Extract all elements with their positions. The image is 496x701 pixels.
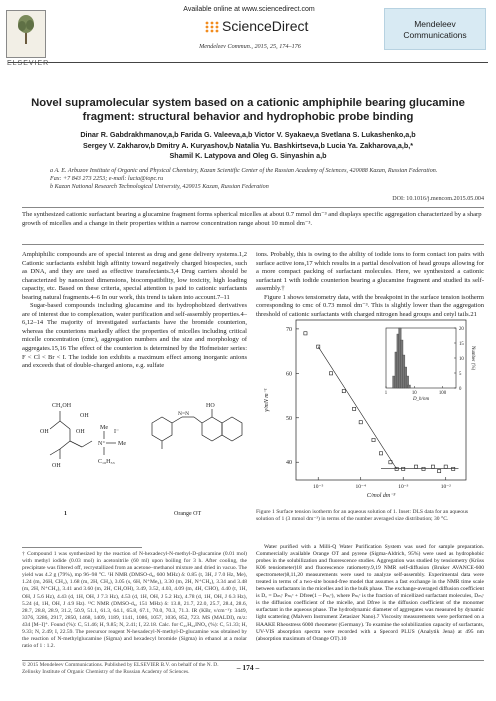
journal-title-line: Mendeleev [414, 19, 456, 29]
article-title: Novel supramolecular system based on a cationic amphiphile bearing glucamine fragment: structural behavior and hydrophobic probe binding [31, 97, 465, 123]
ch2oh-label: CH₂OH [52, 403, 72, 409]
data-point [359, 421, 362, 424]
x-tick-label: 10⁻⁴ [355, 484, 366, 490]
figure-1 [256, 310, 484, 510]
data-point [329, 372, 332, 375]
y-tick-label: 60 [286, 371, 292, 378]
abstract-top-rule [22, 207, 484, 208]
data-point [422, 467, 425, 470]
data-point [452, 467, 455, 470]
y-tick-label: 70 [286, 326, 292, 333]
data-point [379, 452, 382, 455]
inset-y-axis-label: Number (%) [470, 345, 475, 371]
journal-title-line: Communications [403, 30, 467, 40]
journal-reference: Mendeleev Commun., 2015, 25, 174–176 [199, 43, 301, 50]
sciencedirect-logo [204, 17, 314, 37]
iodide-label: I⁻ [114, 429, 120, 435]
affiliation-b: b Kazan National Research Technological University, 420015 Kazan, Russian Federation [50, 184, 269, 191]
methyl-label: Me [100, 425, 108, 431]
inset-y-tick-label: 15 [459, 341, 464, 347]
x-axis-label: C/mol dm⁻³ [366, 493, 396, 499]
footnote-rule [22, 547, 142, 548]
x-tick-label: 10⁻² [440, 484, 451, 490]
data-point [444, 465, 447, 468]
orange-ot-structure [152, 409, 242, 449]
azo-label: N=N [178, 411, 190, 417]
page-number: – 174 – [236, 663, 260, 672]
available-online-text: Available online at www.sciencedirect.com [183, 6, 315, 13]
chemical-structures [22, 393, 247, 533]
doi-link[interactable]: DOI: 10.1016/j.mencom.2015.05.004 [392, 196, 484, 202]
figure-caption: Figure 1 Surface tension isotherm for an aqueous solution of 1. Inset: DLS data for an aqueous solution of 1 (3 mmol dm⁻³) in terms of the number averaged size distribution; 30 °C. [256, 509, 469, 523]
orange-ot-label: Orange OT [174, 511, 202, 517]
inset-x-tick-label: 10 [411, 391, 417, 396]
inset-y-tick-label: 5 [459, 371, 462, 377]
body-paragraph: ions. Probably, this is owing to the ability of iodide ions to form contact ion pairs with surface active ions,17 which results in a partial desolvation of head groups allowing for a more compact packing of surfactant molecules. Here, we synthesized a cationic surfactant 1 with iodide counterion bearing a glucamine fragment and studied its self-assembly.† [256, 251, 484, 293]
inset-x-tick-label: 100 [438, 391, 447, 396]
dls-inset-plot [385, 327, 475, 402]
oh-label: OH [80, 413, 89, 419]
data-point [431, 465, 434, 468]
synthesis-footnote: † Compound 1 was synthesized by the reaction of N-hexadecyl-N-methyl-D-glucamine (0.01 mol) with methyl iodide (0.03 mol) in acetonitrile (60 ml) upon boiling for 3 h. After cooling, the precipitate was filtered off, recrystallized from an acetone–methanol mixture and dried in vacuo. The yield was 4.2 g (79%), mp 96–98 °C. ¹H NMR (DMSO-d₆, 600 MHz) δ: 0.85 (t, 3H, J 7.0 Hz, Me), 1.24 (m, 26H, CH₂), 1.68 (m, 2H, CH₂), 3.05 (s, 6H, N⁺Me₂), 3.30 (m, 2H, N⁺CH₂), 3.34 and 3.48 (m, 2H, N⁺CH₂), 3.41 and 3.60 (m, 2H, CH₂OH), 3.49, 3.52, 4.03, 4.09 (m, 4H, CHO), 4.40 (t, 1H, OH, J 5.6 Hz), 4.43 (d, 1H, OH, J 7.3 Hz), 4.53 (d, 1H, OH, J 5.2 Hz), 4.78 (d, 1H, OH, J 6.3 Hz), 5.24 (d, 1H, OH, J 4.9 Hz). ¹³C NMR (DMSO-d₆, 151 MHz) δ: 13.8, 21.7, 22.0, 25.7, 28.4, 28.6, 28.7, 28.8, 28.9, 31.2, 50.9, 51.1, 61.3, 64.1, 65.8, 67.1, 70.0, 70.3, 71.3. IR (KBr, ν/cm⁻¹): 3449, 3376, 3286, 2917, 2850, 1468, 1409, 1189, 1141, 1086, 1057, 1036, 852, 723. MS (MALDI), m/z: 434 [M–I]⁺. Found (%): C, 51.46; H, 9.85; N, 2.41; I, 22.18. Calc. for C₂₅H₅₄INO₅ (%): C, 51.33; H, 9.33; N, 2.49; I, 22.59. The precursor reagent N-hexadecyl-N-methyl-D-glucamine was obtained by the reaction of N-methylglucamine (Sigma) and hexadecyl bromide (Sigma) in ethanol at a molar ratio of 1 : 1.2. [22, 551, 247, 650]
journal-title [385, 19, 485, 41]
affiliations [50, 167, 450, 192]
compound-number: 1 [64, 511, 67, 517]
author-line: Dinar R. Gabdrakhmanov,a,b Farida G. Valeeva,a,b Victor V. Syakaev,a Svetlana S. Lukashenko,a,b [80, 130, 416, 139]
sciencedirect-wordmark: ScienceDirect [222, 18, 309, 34]
alkyl-chain-label: C₁₆H₃₃ [98, 459, 115, 465]
body-paragraph: Water purified with a Milli-Q Water Purification System was used for sample preparation. Commercially available Orange OT and pyrene (Sigma-Aldrich, 95%) were used as hydrophobic probes in the solubilization and fluorescence studies. Aggregation was studied by tensiometry (Krüss K06 tensiometer)18 and fluorescence ratiometry.9,19 NMR self-diffusion (Bruker AVANCE-600 spectrometer)8,11,20 measurements were used to analyze self-assembly. Experimental data were treated in terms of a two-site bound-free model that assumes a fast exchange in the NMR time scale between surfactants in the micelles and in the bulk phase. The exchange-averaged diffusion coefficient is Dₒ = Dₘᵢᶜ Pₘᵢᶜ + Dfree(1 – Pₘᵢᶜ), where Pₘᵢᶜ is the fraction of micellized surfactant molecules, Dₘᵢᶜ is the diffusion coefficient of the micelle, and Dfree is the diffusion coefficient of the monomer surfactant in the aqueous phase. The hydrodynamic diameter of aggregates was measured by dynamic light scattering (Malvern Instrument Zetasizer Nano).7 Viscosity measurements were performed on a HAAKE Rheostress 6000 rheometer (Germany). To examine the solubilization capacity of surfactants, UV-VIS absorption spectra were recorded with a Specord PLUS (Analytik Jena) at 495 nm (absorption maximum of Orange OT).10 [256, 544, 484, 642]
body-paragraph: Sugar-based compounds including glucamine and its hydrophobized derivatives are of interest due to complexation, water purification and self-assembly properties.4–6,12–14 The majority of investigated surfactants have the bromide counterion, whereas the counterions markedly affect the properties of micelles including critical micelle concentration (cmc), aggregation numbers and the size and morphology of aggregates.15,16 The effect of the counterion is determined by the Hofmeister series: F < Cl < Br < I. The iodide ion exhibits a maximum effect among inorganic anions and exceeds that of double-charged anions, e.g. sulfate [22, 302, 247, 370]
inset-bar [408, 385, 411, 388]
nitrogen-label: N⁺ [98, 441, 106, 447]
fit-line [318, 347, 396, 469]
y-axis-label: γ/mN m⁻¹ [264, 388, 270, 412]
y-tick-label: 50 [286, 415, 292, 422]
inset-y-tick-label: 20 [459, 326, 464, 332]
methods-column [256, 544, 484, 643]
journal-title-box [384, 8, 486, 50]
body-paragraph: Amphiphilic compounds are of special interest as drug and gene delivery systems.1,2 Cationic surfactants exhibit high affinity toward negatively charged biospecies, such as DNA, and they are used as effective transfectants.3,4 Drug carriers should be characterized by nanosized dimensions, biocompatibility, low toxicity, high loading capacity, etc. Based on these criteria, special attention is paid to cationic surfactants bearing natural fragments.4–6 In our work, this trend is taken into account.7–11 [22, 251, 247, 301]
hydroxyl-label: HO [206, 403, 215, 409]
oh-label: OH [52, 463, 61, 469]
abstract-bottom-rule [22, 244, 484, 245]
copyright-notice: © 2015 Mendeleev Communications. Published by ELSEVIER B.V. on behalf of the N. D. Zelinsky Institute of Organic Chemistry of the Russian Academy of Sciences. [22, 662, 219, 675]
data-point [414, 465, 417, 468]
data-point [372, 438, 375, 441]
data-point [353, 407, 356, 410]
header-divider [8, 62, 488, 63]
data-point [402, 467, 405, 470]
inset-y-tick-label: 10 [459, 356, 464, 362]
elsevier-wordmark: ELSEVIER [7, 60, 50, 67]
data-point [317, 345, 320, 348]
x-tick-label: 10⁻⁵ [313, 484, 324, 490]
inset-x-axis-label: D_h/nm [412, 397, 430, 402]
x-tick-label: 10⁻³ [398, 484, 409, 490]
y-tick-label: 40 [286, 460, 292, 467]
data-point [304, 332, 307, 335]
data-point [342, 390, 345, 393]
elsevier-tree-icon [17, 14, 35, 44]
inset-x-tick-label: 1 [384, 391, 388, 396]
footer-rule [22, 660, 484, 661]
body-paragraph: Figure 1 shows tensiometry data, with the breakpoint in the surface tension isotherm corresponding to cmc of 0.73 mmol dm⁻³. This is slightly lower than the aggregation threshold of cationic surfactants with charged nitrogen head groups and cetyl tails.21 [256, 293, 484, 318]
author-line: Sergey V. Zakharov,b Dmitry A. Kuryashov,b Natalia Yu. Bashkirtseva,b Lucia Ya. Zakharova,a,b,* [82, 140, 414, 150]
inset-y-tick-label: 0 [459, 386, 462, 392]
elsevier-logo [6, 10, 46, 58]
affiliation-a: a A. E. Arbuzov Institute of Organic and Physical Chemistry, Kazan Scientific Center of the Russian Academy of Sciences, 420088 Kazan, Russian Federation. Fax: +7 843 273 2253; e-mail: lucia@iopc.ru [50, 168, 438, 183]
sciencedirect-dots-icon [204, 20, 220, 34]
journal-header [0, 0, 496, 70]
data-point [438, 470, 441, 473]
author-list [22, 130, 474, 162]
oh-label: OH [76, 429, 85, 435]
methyl-label: Me [118, 441, 126, 447]
author-line: Shamil K. Latypova and Oleg G. Sinyashin a,b [169, 151, 327, 160]
abstract: The synthesized cationic surfactant bearing a glucamine fragment forms spherical micelles at about 0.7 mmol dm⁻³ and displays specific aggregation characterized by a sharp growth of micelles and a change in their properties within a narrow concentration range about 10 mmol dm⁻³. [22, 211, 482, 227]
oh-label: OH [40, 429, 49, 435]
body-column-left [22, 251, 247, 371]
